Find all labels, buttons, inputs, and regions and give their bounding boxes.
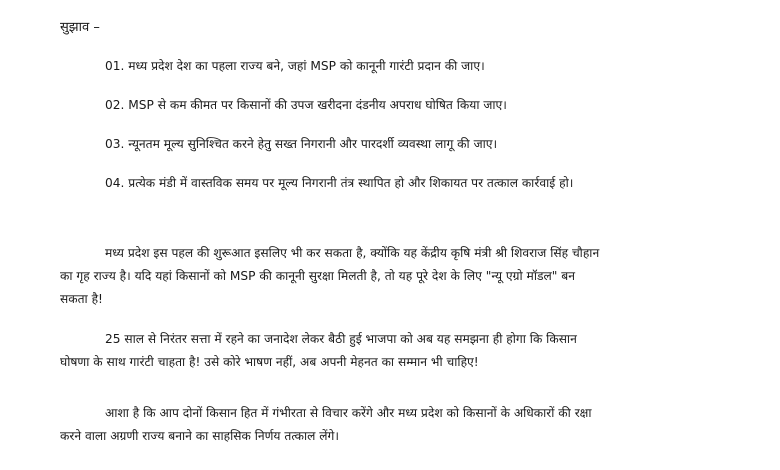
paragraph-line: का गृह राज्य है। यदि यहां किसानों को MSP की कानूनी सुरक्षा मिलती है, तो यह पूरे देश के लिए "न्यू एग्रो मॉडल" बन (60, 269, 575, 283)
paragraph-line: करने वाला अग्रणी राज्य बनाने का साहसिक निर्णय तत्काल लेंगे। (60, 429, 340, 443)
paragraph-line: आशा है कि आप दोनों किसान हित में गंभीरता से विचार करेंगे और मध्य प्रदेश को किसानों के अधिकारों की रक्षा (105, 406, 592, 420)
suggestion-item-2: 02. MSP से कम कीमत पर किसानों की उपज खरीदना दंडनीय अपराध घोषित किया जाए। (105, 98, 507, 112)
paragraph-line: मध्य प्रदेश इस पहल की शुरूआत इसलिए भी कर सकता है, क्योंकि यह केंद्रीय कृषि मंत्री श्री शिवराज सिंह चौहान (105, 246, 600, 260)
paragraph-line: घोषणा के साथ गारंटी चाहता है! उसे कोरे भाषण नहीं, अब अपनी मेहनत का सम्मान भी चाहिए! (60, 355, 479, 369)
paragraph-line: 25 साल से निरंतर सत्ता में रहने का जनादेश लेकर बैठी हुई भाजपा को अब यह समझना ही होगा कि किसान (105, 332, 577, 346)
suggestions-heading: सुझाव – (60, 20, 100, 35)
paragraph-madhya-pradesh-initiative (60, 242, 720, 311)
suggestion-item-1: 01. मध्य प्रदेश देश का पहला राज्य बने, जहां MSP को कानूनी गारंटी प्रदान की जाए। (105, 59, 485, 73)
suggestion-item-4: 04. प्रत्येक मंडी में वास्तविक समय पर मूल्य निगरानी तंत्र स्थापित हो और शिकायत पर तत्काल कार्रवाई हो। (105, 176, 574, 190)
paragraph-closing-hope (60, 402, 720, 448)
paragraph-line: सकता है! (60, 292, 103, 306)
suggestion-item-3: 03. न्यूनतम मूल्य सुनिश्चित करने हेतु सख्त निगरानी और पारदर्शी व्यवस्था लागू की जाए। (105, 137, 498, 151)
paragraph-bjp-mandate (60, 328, 720, 374)
